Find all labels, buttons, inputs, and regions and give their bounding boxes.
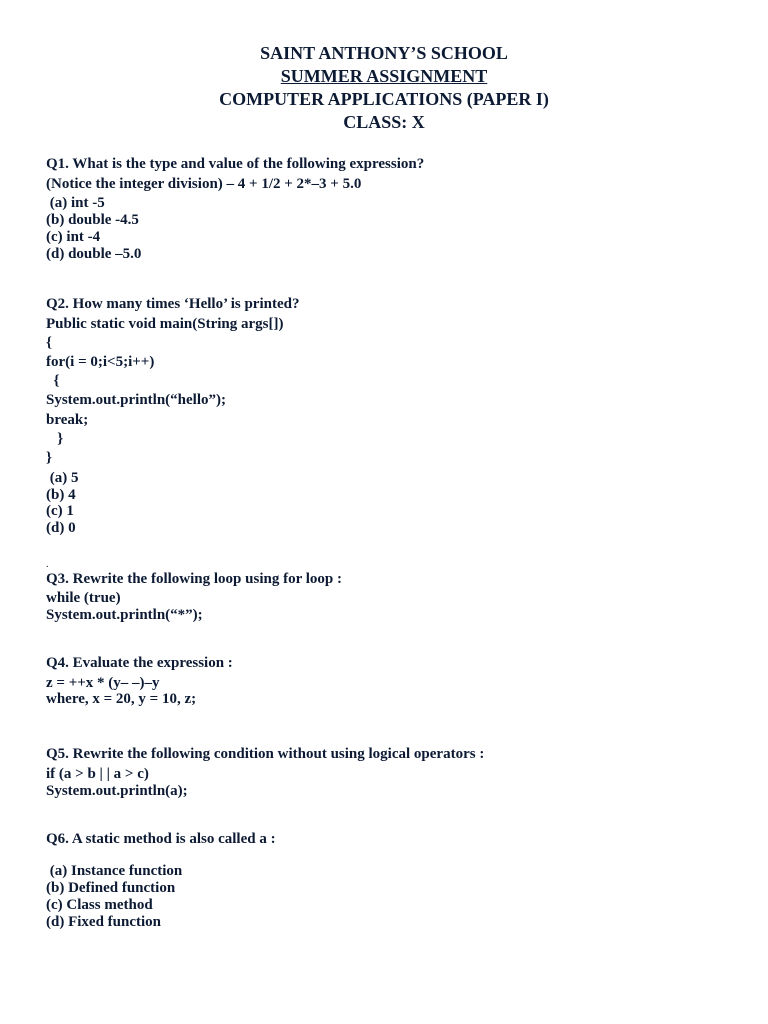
q3-code-line: System.out.println(“*”); bbox=[46, 607, 203, 623]
q2-code-line: } bbox=[46, 450, 52, 466]
q4-question: Q4. Evaluate the expression : bbox=[46, 655, 233, 671]
q2-question: Q2. How many times ‘Hello’ is printed? bbox=[46, 296, 300, 312]
q4-values: where, x = 20, y = 10, z; bbox=[46, 691, 197, 707]
q2-code-line: System.out.println(“hello”); bbox=[46, 392, 226, 408]
q6-option-d: (d) Fixed function bbox=[46, 914, 162, 930]
q3-question: Q3. Rewrite the following loop using for loop : bbox=[46, 571, 342, 587]
q2-code-line: } bbox=[46, 431, 64, 447]
q2-code-line: { bbox=[46, 373, 60, 389]
q6-option-b: (b) Defined function bbox=[46, 880, 176, 896]
subject-title: COMPUTER APPLICATIONS (PAPER I) bbox=[219, 89, 549, 109]
q6-option-c: (c) Class method bbox=[46, 897, 153, 913]
q1-expression: (Notice the integer division) – 4 + 1/2 + 2*–3 + 5.0 bbox=[46, 176, 362, 192]
q2-option-a: (a) 5 bbox=[46, 470, 79, 486]
q6-option-a: (a) Instance function bbox=[46, 863, 183, 879]
q2-code-line: Public static void main(String args[]) bbox=[46, 316, 284, 332]
class-label: CLASS: X bbox=[343, 112, 425, 132]
q2-code-line: for(i = 0;i<5;i++) bbox=[46, 354, 155, 370]
q4-expression: z = ++x * (y– –)–y bbox=[46, 675, 160, 691]
q2-code-line: { bbox=[46, 335, 52, 351]
q6-question: Q6. A static method is also called a : bbox=[46, 831, 276, 847]
q1-option-d: (d) double –5.0 bbox=[46, 246, 142, 262]
school-name: SAINT ANTHONY’S SCHOOL bbox=[260, 43, 508, 63]
q3-code-line: while (true) bbox=[46, 590, 121, 606]
q2-option-c: (c) 1 bbox=[46, 503, 74, 519]
q2-code-line: break; bbox=[46, 412, 89, 428]
q5-code-line: if (a > b | | a > c) bbox=[46, 766, 149, 782]
q5-question: Q5. Rewrite the following condition without using logical operators : bbox=[46, 746, 485, 762]
q2-option-d: (d) 0 bbox=[46, 520, 76, 536]
q1-option-a: (a) int -5 bbox=[46, 195, 105, 211]
q1-question: Q1. What is the type and value of the following expression? bbox=[46, 156, 425, 172]
separator-dot: . bbox=[46, 559, 49, 570]
assignment-title: SUMMER ASSIGNMENT bbox=[280, 66, 488, 86]
q2-option-b: (b) 4 bbox=[46, 487, 76, 503]
q5-code-line: System.out.println(a); bbox=[46, 783, 188, 799]
q1-option-c: (c) int -4 bbox=[46, 229, 101, 245]
q1-option-b: (b) double -4.5 bbox=[46, 212, 139, 228]
